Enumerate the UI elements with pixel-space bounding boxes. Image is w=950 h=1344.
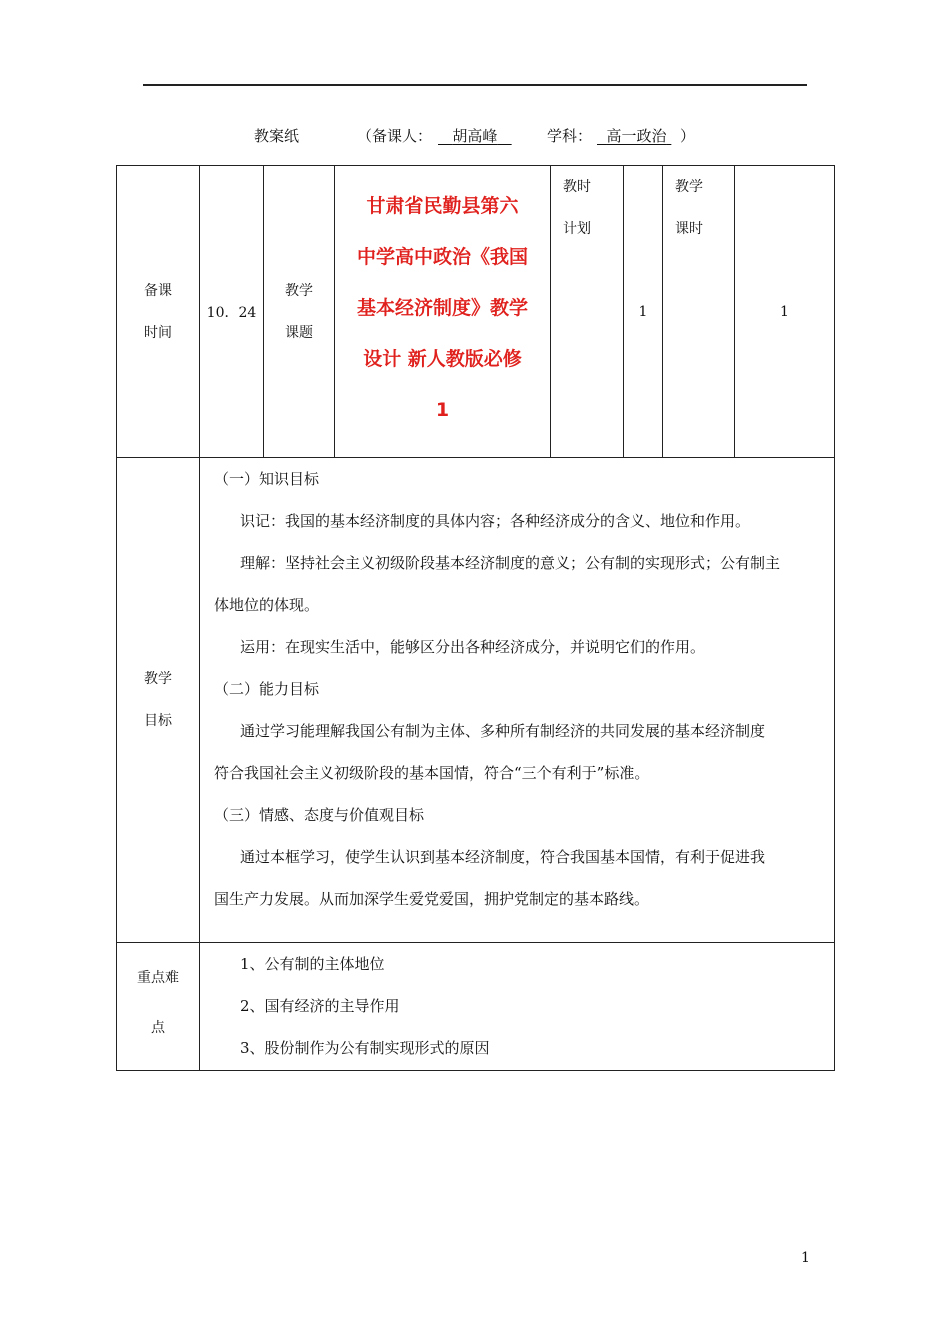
key-points-content-cell: [200, 943, 835, 1071]
ability-heading: （二）能力目标: [214, 680, 320, 698]
objective-line: 国生产力发展。从而加深学生爱党爱国，拥护党制定的基本路线。: [214, 890, 650, 908]
objective-line: 通过本框学习，使学生认识到基本经济制度，符合我国基本国情，有利于促进我: [240, 848, 766, 866]
date-cell: 10．24: [200, 166, 264, 458]
objectives-label-cell: 教学 目标: [117, 458, 200, 943]
title-line: 基本经济制度》教学: [356, 297, 528, 319]
subject-value: 高一政治: [606, 127, 667, 145]
plan-label-cell: 教时 计划: [551, 166, 624, 458]
plan-value-cell: 1: [624, 166, 663, 458]
emotion-heading: （三）情感、态度与价值观目标: [214, 806, 425, 824]
objective-line: 识记：我国的基本经济制度的具体内容；各种经济成分的含义、地位和作用。: [240, 512, 751, 530]
row-objectives: [117, 458, 835, 943]
objective-line: 体地位的体现。: [214, 596, 320, 614]
objective-line: 理解：坚持社会主义初级阶段基本经济制度的意义；公有制的实现形式；公有制主: [240, 554, 781, 572]
key-points-label-cell: 重点难 点: [117, 943, 200, 1071]
objective-line: 符合我国社会主义初级阶段的基本国情，符合“三个有利于”标准。: [214, 764, 650, 782]
lesson-title-cell: [335, 166, 551, 458]
objectives-content-cell: [200, 458, 835, 943]
period-label-cell: 教学 课时: [663, 166, 735, 458]
period-value-cell: 1: [735, 166, 835, 458]
objective-line: 通过学习能理解我国公有制为主体、多种所有制经济的共同发展的基本经济制度: [240, 722, 766, 740]
knowledge-heading: （一）知识目标: [214, 470, 320, 488]
doc-label: 教案纸: [254, 127, 300, 145]
key-point-item: 3、股份制作为公有制实现形式的原因: [240, 1039, 490, 1057]
row-header: [117, 166, 835, 458]
key-point-item: 2、国有经济的主导作用: [240, 997, 400, 1015]
preparer-name: 胡高峰: [452, 127, 498, 145]
topic-label-cell: 教学 课题: [264, 166, 335, 458]
top-rule: [143, 84, 807, 86]
close-paren: ）: [680, 127, 696, 145]
title-line: 设计 新人教版必修: [363, 348, 522, 370]
row-key-points: [117, 943, 835, 1071]
prep-time-label-cell: 备课 时间: [117, 166, 200, 458]
key-point-item: 1、公有制的主体地位: [240, 955, 385, 973]
title-line: 甘肃省民勤县第六: [366, 195, 519, 217]
lesson-plan-table: [116, 165, 835, 1071]
preparer-label: （备课人：: [357, 127, 433, 145]
objective-line: 运用：在现实生活中，能够区分出各种经济成分，并说明它们的作用。: [240, 638, 706, 656]
page-number: 1: [801, 1250, 810, 1266]
title-line: 中学高中政治《我国: [356, 246, 528, 268]
subject-label: 学科：: [547, 127, 593, 145]
title-line: 1: [435, 399, 450, 421]
